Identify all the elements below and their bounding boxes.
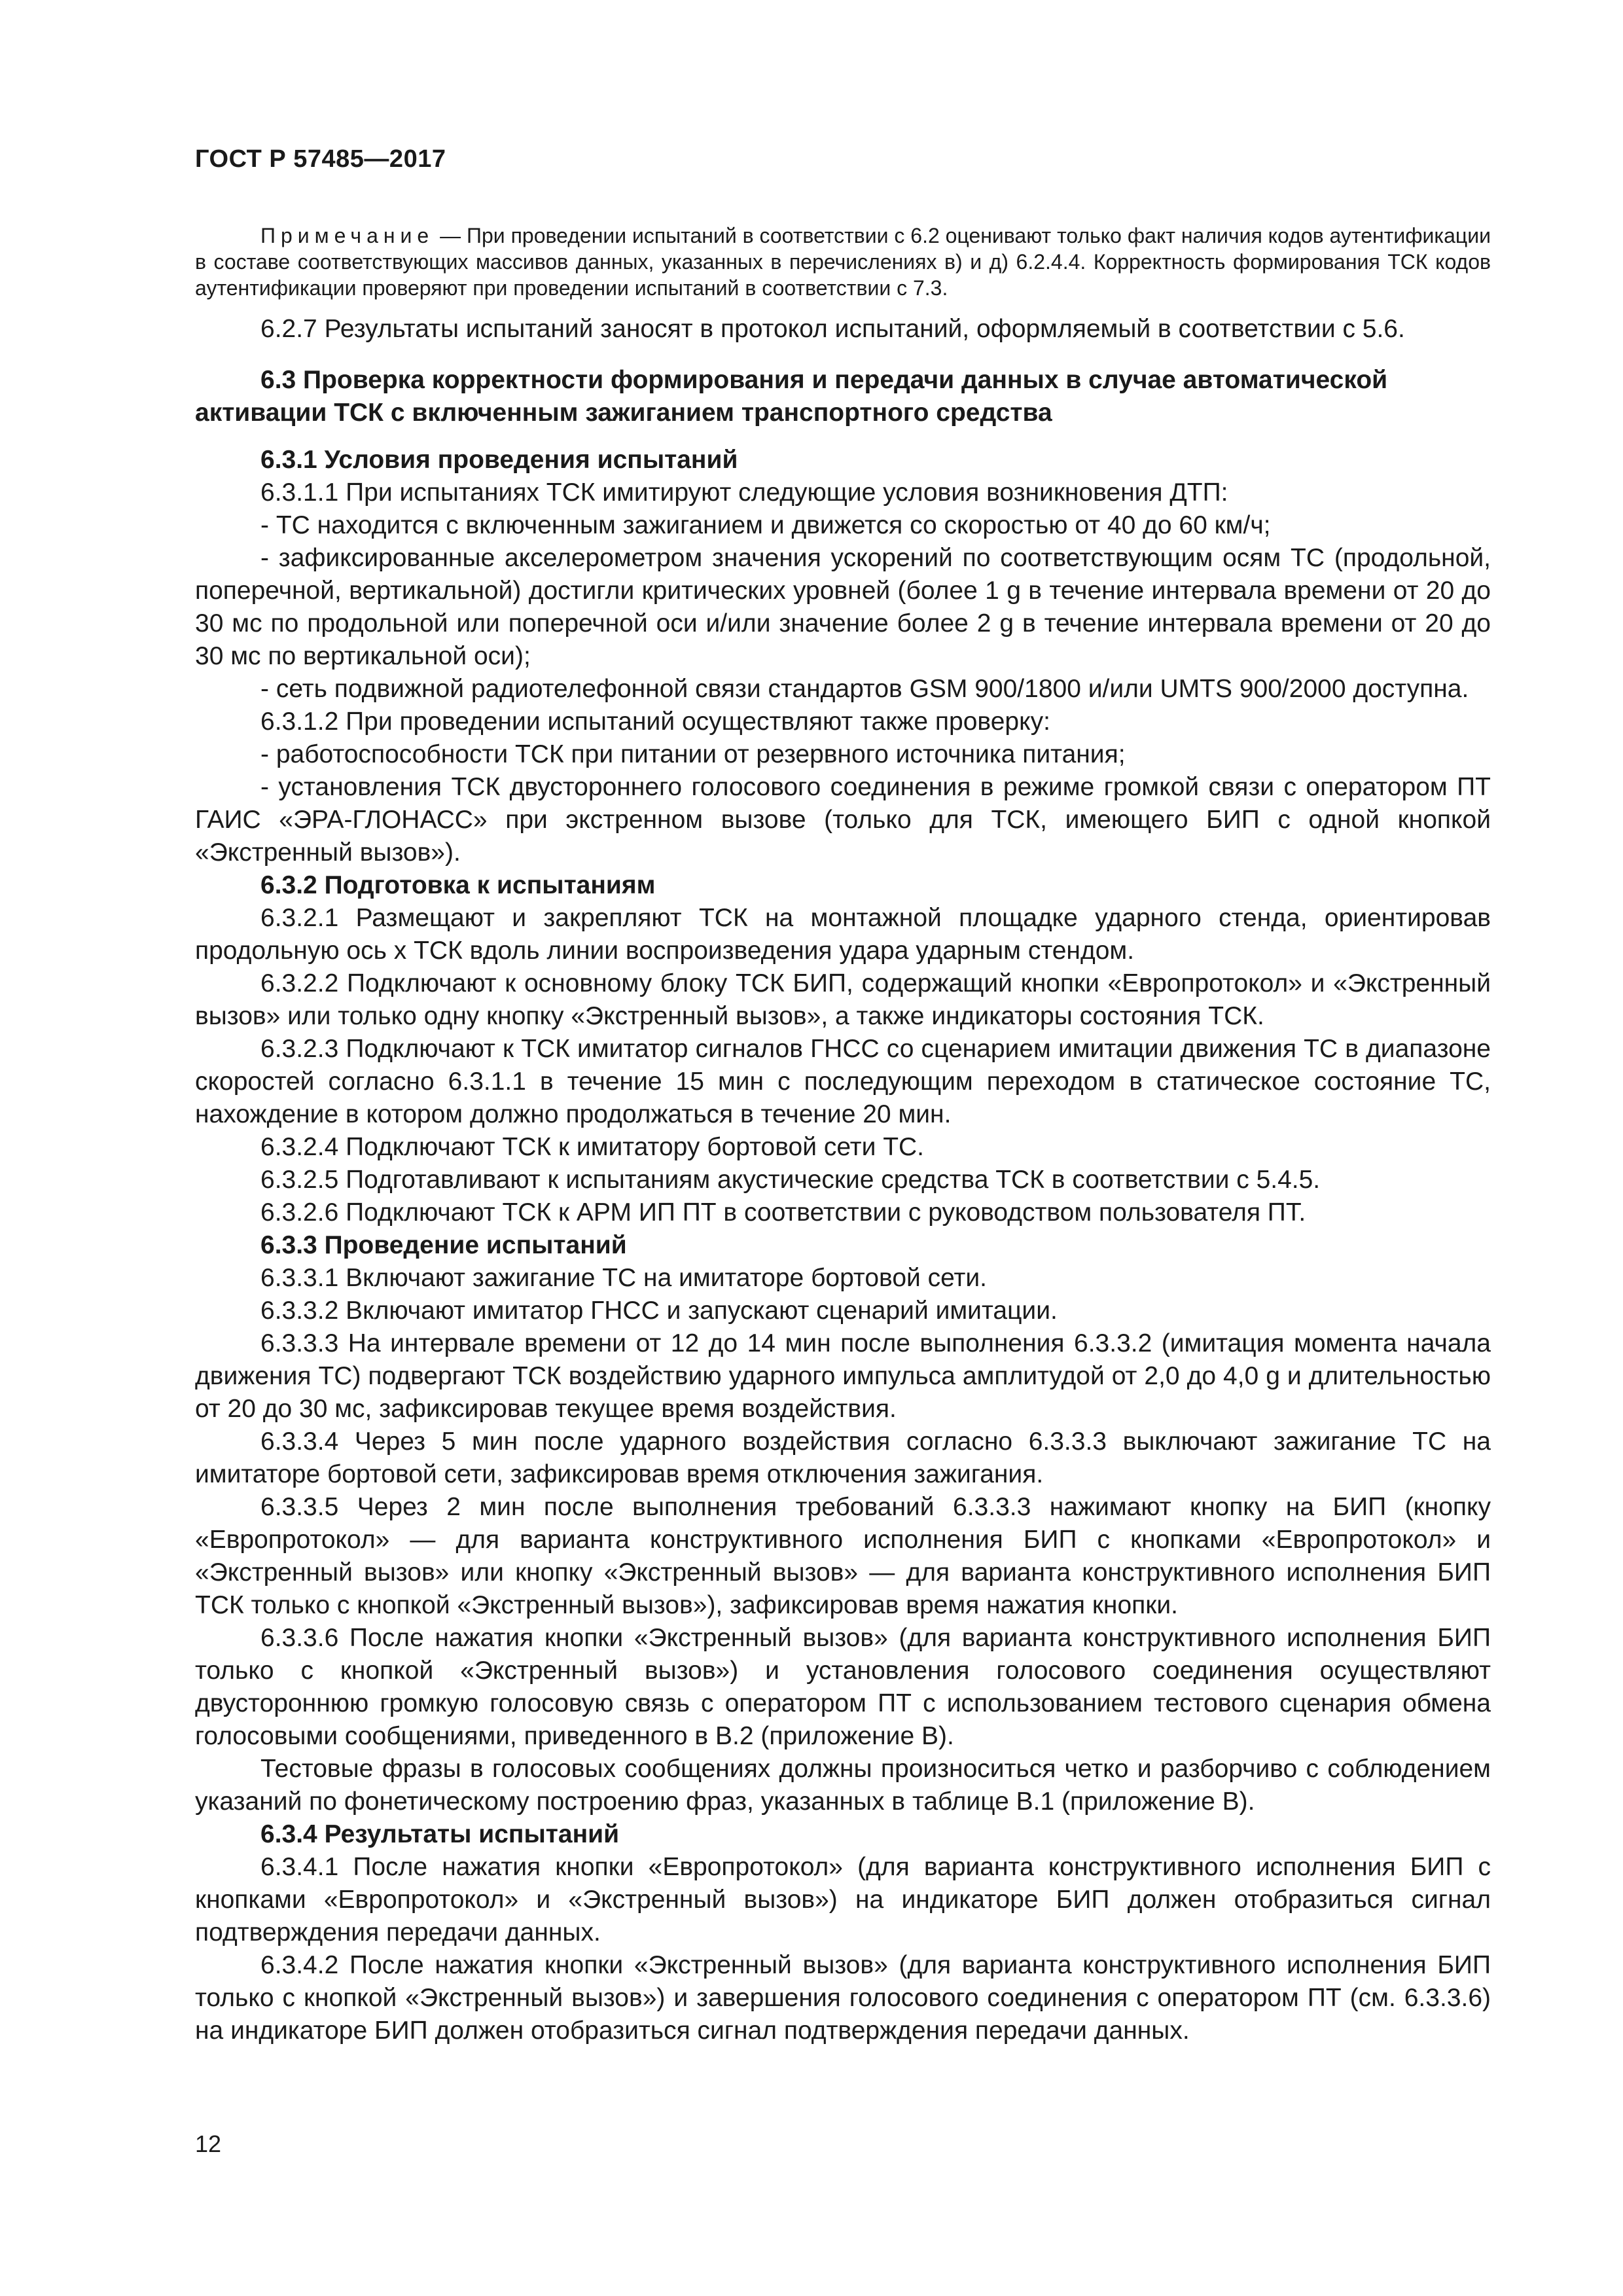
paragraph-6-3-3-3: 6.3.3.3 На интервале времени от 12 до 14 мин после выполнения 6.3.3.2 (имитация момента начала движения ТС) подвергают ТСК воздействию ударного импульса амплитудой от 2,0 до 4,0 g и длительностью от 20 до 30 мс, зафиксировав текущее время воздействия. — [195, 1329, 1491, 1423]
section-heading-6-3: 6.3 Проверка корректности формирования и передачи данных в случае автоматической активации ТСК с включенным зажиганием транспортного средства — [195, 366, 1388, 427]
paragraph-6-3-3-6: 6.3.3.6 После нажатия кнопки «Экстренный вызов» (для варианта конструктивного исполнения БИП только с кнопкой «Экстренный вызов») и установления голосового соединения осуществляют двустороннюю громкую голосовую связь с оператором ПТ с использованием тестового сценария обмена голосовыми сообщениями, приведенного в В.2 (приложение В). — [195, 1624, 1491, 1750]
document-header: ГОСТ Р 57485—2017 — [195, 145, 446, 173]
subsection-heading-6-3-1: 6.3.1 Условия проведения испытаний — [260, 446, 738, 474]
list-item: - установления ТСК двустороннего голосового соединения в режиме громкой связи с оператором ПТ ГАИС «ЭРА-ГЛОНАСС» при экстренном вызове (только для ТСК, имеющего БИП с одной кнопкой «Экстренный вызов»). — [195, 773, 1491, 867]
paragraph-test-phrases: Тестовые фразы в голосовых сообщениях должны произноситься четко и разборчиво с соблюдением указаний по фонетическому построению фраз, указанных в таблице В.1 (приложение В). — [195, 1755, 1491, 1816]
paragraph-6-3-3-5: 6.3.3.5 Через 2 мин после выполнения требований 6.3.3.3 нажимают кнопку на БИП (кнопку «Европротокол» — для варианта конструктивного исполнения БИП с кнопками «Европротокол» и «Экстренный вызов» или кнопку «Экстренный вызов» — для варианта конструктивного исполнения БИП ТСК только с кнопкой «Экстренный вызов»), зафиксировав время нажатия кнопки. — [195, 1493, 1491, 1619]
document-body — [195, 223, 1491, 2047]
paragraph-6-3-3-2: 6.3.3.2 Включают имитатор ГНСС и запускают сценарий имитации. — [260, 1297, 1058, 1325]
note-text: — При проведении испытаний в соответствии с 6.2 оценивают только факт наличия кодов аутентификации в составе соответствующих массивов данных, указанных в перечислениях в) и д) 6.2.4.4. Корректность формирования ТСК кодов аутентификации проверяют при проведении испытаний в соответствии с 7.3. — [195, 224, 1491, 300]
paragraph-6-3-2-3: 6.3.2.3 Подключают к ТСК имитатор сигналов ГНСС со сценарием имитации движения ТС в диапазоне скоростей согласно 6.3.1.1 в течение 15 мин с последующим переходом в статическое состояние ТС, нахождение в котором должно продолжаться в течение 20 мин. — [195, 1035, 1491, 1128]
note-paragraph — [195, 223, 1491, 301]
list-item: - работоспособности ТСК при питании от резервного источника питания; — [260, 740, 1126, 768]
paragraph-6-3-2-1: 6.3.2.1 Размещают и закрепляют ТСК на монтажной площадке ударного стенда, ориентировав продольную ось x ТСК вдоль линии воспроизведения удара ударным стендом. — [195, 904, 1491, 965]
paragraph-6-3-1-2: 6.3.1.2 При проведении испытаний осуществляют также проверку: — [260, 708, 1050, 736]
subsection-heading-6-3-4: 6.3.4 Результаты испытаний — [260, 1820, 620, 1848]
list-item: - сеть подвижной радиотелефонной связи стандартов GSM 900/1800 и/или UMTS 900/2000 доступна. — [260, 675, 1469, 703]
subsection-heading-6-3-2: 6.3.2 Подготовка к испытаниям — [260, 871, 656, 899]
list-item: - ТС находится с включенным зажиганием и движется со скоростью от 40 до 60 км/ч; — [260, 511, 1271, 539]
paragraph-6-3-3-4: 6.3.3.4 Через 5 мин после ударного воздействия согласно 6.3.3.3 выключают зажигание ТС на имитаторе бортовой сети, зафиксировав время отключения зажигания. — [195, 1427, 1491, 1488]
paragraph-6-3-2-4: 6.3.2.4 Подключают ТСК к имитатору бортовой сети ТС. — [260, 1133, 925, 1161]
paragraph-6-3-1-1: 6.3.1.1 При испытаниях ТСК имитируют следующие условия возникновения ДТП: — [260, 478, 1228, 507]
paragraph-6-3-2-6: 6.3.2.6 Подключают ТСК к АРМ ИП ПТ в соответствии с руководством пользователя ПТ. — [260, 1198, 1306, 1227]
page-number: 12 — [195, 2130, 222, 2157]
note-label: Примечание — [260, 224, 435, 247]
subsection-heading-6-3-3: 6.3.3 Проведение испытаний — [260, 1231, 627, 1259]
paragraph-6-2-7: 6.2.7 Результаты испытаний заносят в протокол испытаний, оформляемый в соответствии с 5.6. — [260, 315, 1405, 343]
paragraph-6-3-2-2: 6.3.2.2 Подключают к основному блоку ТСК БИП, содержащий кнопки «Европротокол» и «Экстренный вызов» или только одну кнопку «Экстренный вызов», а также индикаторы состояния ТСК. — [195, 969, 1491, 1030]
paragraph-6-3-4-2: 6.3.4.2 После нажатия кнопки «Экстренный вызов» (для варианта конструктивного исполнения БИП только с кнопкой «Экстренный вызов») и завершения голосового соединения с оператором ПТ (см. 6.3.3.6) на индикаторе БИП должен отобразиться сигнал подтверждения передачи данных. — [195, 1951, 1491, 2045]
paragraph-6-3-2-5: 6.3.2.5 Подготавливают к испытаниям акустические средства ТСК в соответствии с 5.4.5. — [260, 1166, 1321, 1194]
list-item: - зафиксированные акселерометром значения ускорений по соответствующим осям ТС (продольной, поперечной, вертикальной) достигли критических уровней (более 1 g в течение интервала времени от 20 до 30 мс по продольной или поперечной оси и/или значение более 2 g в течение интервала времени от 20 до 30 мс по вертикальной оси); — [195, 544, 1491, 670]
paragraph-6-3-4-1: 6.3.4.1 После нажатия кнопки «Европротокол» (для варианта конструктивного исполнения БИП с кнопками «Европротокол» и «Экстренный вызов») на индикаторе БИП должен отобразиться сигнал подтверждения передачи данных. — [195, 1853, 1491, 1946]
paragraph-6-3-3-1: 6.3.3.1 Включают зажигание ТС на имитаторе бортовой сети. — [260, 1264, 988, 1292]
